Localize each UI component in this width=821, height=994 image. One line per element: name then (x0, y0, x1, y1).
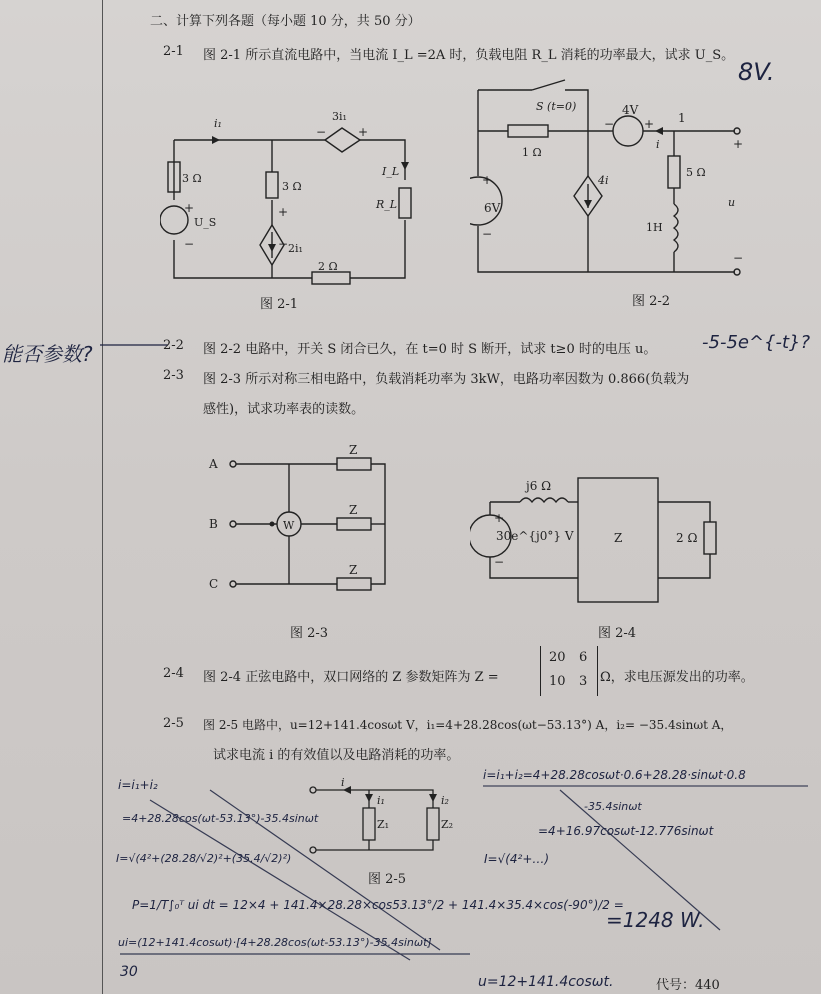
problem-2-2-number: 2-2 (163, 338, 184, 353)
fig2-5-caption: 图 2-5 (368, 872, 407, 887)
z11: 20 (549, 650, 566, 665)
bottom-equation: u=12+141.4cosωt. (478, 974, 614, 990)
fig2-5-z2: Z₂ (441, 818, 454, 831)
fig2-4-jl: j6 Ω (526, 479, 552, 493)
work-left-3: I=√(4²+(28.28/√2)²+(35.4/√2)²) (116, 852, 292, 865)
svg-text:+: + (494, 511, 505, 525)
fig2-3-a: A (209, 457, 218, 471)
problem-2-1-text: 图 2-1 所示直流电路中，当电流 I_L =2A 时，负载电阻 R_L 消耗的功率最大，试求 U_S。 (203, 48, 735, 63)
z21: 10 (549, 674, 566, 689)
fig2-1-r3: 2 Ω (318, 260, 338, 273)
fig2-2-u: u (728, 196, 736, 209)
work-ui: ui=(12+141.4cosωt)·[4+28.28cos(ωt-53.13°)-35.4sinωt] (118, 936, 432, 949)
svg-text:+: + (358, 125, 369, 139)
problem-2-4-text-before: 图 2-4 正弦电路中，双口网络的 Z 参数矩阵为 Z = (203, 670, 499, 685)
fig2-2-caption: 图 2-2 (632, 294, 671, 309)
fig2-2-node1: 1 (678, 111, 686, 125)
svg-text:−: − (733, 251, 744, 265)
work-left-1: i=i₁+i₂ (118, 778, 158, 792)
svg-text:+: + (644, 117, 655, 131)
fig2-1-rl: R_L (376, 198, 398, 211)
note-2-2: 能否参数? (2, 342, 93, 366)
problem-2-4-text-after: Ω，求电压源发出的功率。 (600, 670, 754, 685)
figure-2-4 (470, 470, 730, 610)
fig2-3-c: C (209, 577, 219, 591)
svg-text:+: + (278, 205, 289, 219)
margin-rule (102, 0, 103, 994)
answer-2-1: 8V. (738, 58, 775, 86)
fig2-3-caption: 图 2-3 (290, 626, 329, 641)
fig2-1-il: I_L (382, 165, 400, 178)
fig2-5-i: i (341, 778, 345, 789)
problem-2-2-text: 图 2-2 电路中，开关 S 闭合已久，在 t=0 时 S 断开，试求 t≥0 时的电压 u。 (203, 342, 657, 357)
work-right-2: -35.4sinωt (584, 800, 642, 813)
fig2-5-i1: i₁ (377, 794, 385, 807)
svg-text:−: − (184, 237, 195, 251)
svg-text:+: + (733, 137, 744, 151)
fig2-4-caption: 图 2-4 (598, 626, 637, 641)
problem-2-1-number: 2-1 (163, 44, 184, 59)
svg-text:−: − (482, 227, 493, 241)
svg-text:−: − (604, 117, 615, 131)
problem-2-3-text-line1: 图 2-3 所示对称三相电路中，负载消耗功率为 3kW，电路功率因数为 0.866(负载为 (203, 372, 690, 387)
svg-text:+: + (184, 201, 195, 215)
work-right-4: I=√(4²+…) (484, 852, 550, 866)
fig2-4-r: 2 Ω (676, 531, 698, 545)
problem-2-4-number: 2-4 (163, 666, 184, 681)
svg-text:+: + (482, 173, 493, 187)
strike-marks (110, 770, 810, 970)
fig2-2-vs2: 4V (622, 103, 639, 117)
figure-2-1 (160, 100, 430, 300)
z22: 3 (579, 674, 588, 689)
answer-2-2: -5-5e^{-t}? (702, 332, 811, 353)
fig2-2-i: i (656, 138, 660, 151)
fig2-1-r1: 3 Ω (182, 172, 202, 185)
fig2-2-switch: S (t=0) (536, 100, 577, 113)
note-arrow (100, 338, 170, 352)
fig2-5-i2: i₂ (441, 794, 449, 807)
fig2-3-b: B (209, 517, 218, 531)
fig2-1-ccvs: 3i₁ (332, 110, 347, 123)
z12: 6 (579, 650, 588, 665)
fig2-3-z2: Z (349, 503, 358, 517)
problem-2-5-text-line2: 试求电流 i 的有效值以及电路消耗的功率。 (213, 748, 460, 763)
fig2-2-vs: 6V (484, 201, 501, 215)
fig2-1-cccs: 2i₁ (288, 242, 303, 255)
work-right-1: i=i₁+i₂=4+28.28cosωt·0.6+28.28·sinωt·0.8 (483, 768, 746, 782)
work-right-3: =4+16.97cosωt-12.776sinωt (538, 824, 714, 838)
problem-2-5-text-line1: 图 2-5 电路中，u=12+141.4cosωt V，i₁=4+28.28cos(ωt−53.13°) A，i₂= −35.4sinωt A， (203, 718, 733, 732)
fig2-2-r1: 1 Ω (522, 146, 542, 159)
fig2-2-l: 1H (646, 221, 663, 234)
problem-2-3-text-line2: 感性)，试求功率表的读数。 (203, 402, 365, 417)
figure-2-3 (205, 440, 405, 610)
z-matrix (540, 646, 598, 696)
fig2-4-z: Z (614, 531, 623, 545)
work-left-2: =4+28.28cos(ωt-53.13°)-35.4sinωt (122, 812, 319, 825)
fig2-1-caption: 图 2-1 (260, 297, 299, 312)
answer-power: =1248 W. (606, 908, 705, 932)
svg-text:−: − (494, 555, 505, 569)
problem-2-5-number: 2-5 (163, 716, 184, 731)
svg-text:−: − (278, 237, 289, 251)
fig2-1-r2: 3 Ω (282, 180, 302, 193)
fig2-3-z1: Z (349, 443, 358, 457)
fig2-2-cs: 4i (598, 174, 609, 187)
fig2-3-wattmeter: W (283, 519, 295, 532)
exam-code: 代号：440 (656, 978, 720, 993)
problem-2-3-number: 2-3 (163, 368, 184, 383)
svg-text:−: − (316, 125, 327, 139)
work-power: P=1/T∫₀ᵀ ui dt = 12×4 + 141.4×28.28×cos53.13°/2 + 141.4×35.4×cos(-90°)/2 = (132, 898, 624, 912)
fig2-3-z3: Z (349, 563, 358, 577)
fig2-1-i1: i₁ (214, 117, 222, 130)
fig2-2-r2: 5 Ω (686, 166, 706, 179)
figure-2-2 (470, 76, 755, 286)
section-title: 二、计算下列各题（每小题 10 分，共 50 分） (150, 14, 421, 29)
page-mark: 30 (120, 964, 138, 980)
fig2-5-z1: Z₁ (377, 818, 390, 831)
fig2-4-src: 30e^{j0°} V (496, 529, 574, 543)
fig2-1-us: U_S (194, 216, 217, 229)
